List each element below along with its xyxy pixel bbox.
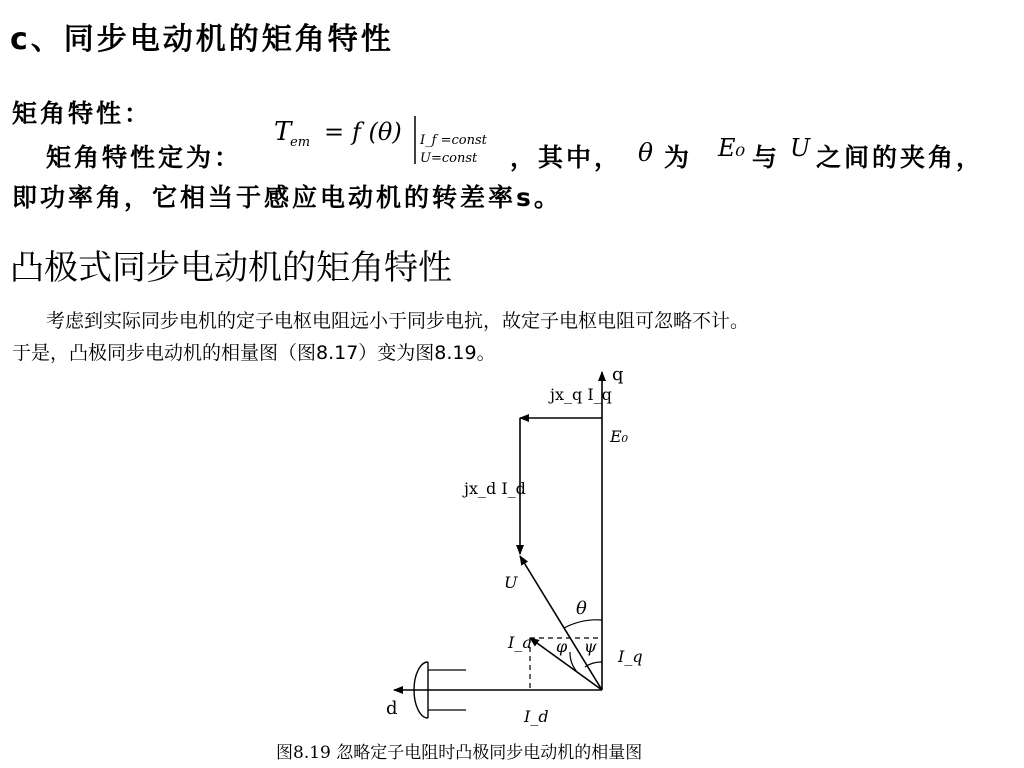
torque-formula bbox=[272, 112, 502, 168]
definition-yu: 与 bbox=[752, 143, 781, 172]
definition-mid: ，其中， bbox=[510, 143, 623, 172]
theta-arc bbox=[564, 620, 602, 628]
torque-label: 矩角特性： bbox=[12, 99, 153, 128]
definition-wei: 为 bbox=[664, 143, 690, 172]
label-d: d bbox=[386, 698, 398, 719]
formula-rhs: f (θ) bbox=[352, 118, 402, 146]
formula-cond2: U=const bbox=[420, 151, 478, 166]
definition-line2: 即功率角，它相当于感应电动机的转差率s。 bbox=[12, 183, 562, 212]
definition-intro: 矩角特性定为： bbox=[46, 143, 243, 172]
label-psi: ψ bbox=[584, 637, 597, 656]
label-jxqiq: jx_q I_q bbox=[550, 385, 612, 404]
formula-lhs-sub: em bbox=[290, 135, 311, 150]
label-e0: E₀ bbox=[610, 427, 629, 446]
label-jxdid: jx_d I_d bbox=[464, 479, 526, 498]
label-q: q bbox=[612, 364, 624, 385]
u-vector bbox=[520, 556, 602, 690]
paragraph-line1: 考虑到实际同步电机的定子电枢电阻远小于同步电抗，故定子电枢电阻可忽略不计。 bbox=[46, 310, 750, 332]
section-title: c、同步电动机的矩角特性 bbox=[10, 22, 394, 57]
formula-cond1: I_f =const bbox=[420, 133, 487, 148]
label-phi: φ bbox=[556, 637, 568, 656]
figure-caption: 图8.19 忽略定子电阻时凸极同步电动机的相量图 bbox=[276, 743, 643, 763]
phasor-diagram bbox=[380, 362, 650, 730]
label-u: U bbox=[504, 573, 518, 592]
label-id: I_d bbox=[524, 707, 549, 726]
theta-symbol: θ bbox=[638, 138, 654, 167]
definition-end: 之间的夹角， bbox=[816, 143, 985, 172]
label-ia: I_a bbox=[508, 633, 532, 652]
salient-pole-heading: 凸极式同步电动机的矩角特性 bbox=[10, 248, 452, 288]
e0-symbol: E₀ bbox=[718, 134, 746, 162]
formula-eq: = bbox=[324, 118, 345, 146]
u-symbol: U bbox=[790, 134, 811, 162]
formula-lhs: T bbox=[274, 117, 292, 147]
label-theta: θ bbox=[576, 598, 587, 619]
label-iq: I_q bbox=[618, 647, 643, 666]
paragraph-line2: 于是，凸极同步电动机的相量图（图8.17）变为图8.19。 bbox=[12, 342, 496, 364]
